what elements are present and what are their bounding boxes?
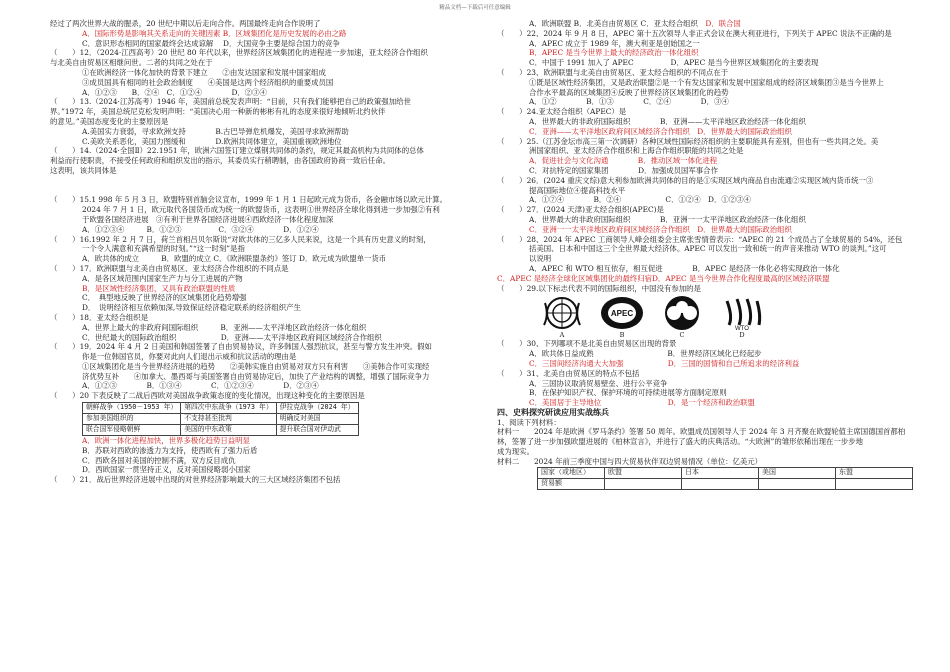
text-line: B．是区域性经济集团，又具有政治联盟的性质 [82, 283, 236, 293]
text-line: 2024 年 7 月 1 日，欧元取代各国货币成为统一的欧盟货币，这表明①世界经济全球化得到进一步加强②有利 [82, 205, 440, 215]
text-line: （ ）14.（2024·全国Ⅱ）22.1951 年，欧洲六国签订建立煤钢共同体的条约，规定其最高机构为共同体的总体 [50, 146, 424, 156]
text-line: ①区域集团化是当今世界经济进展的趋势 ②美韩实施自由贸易对双方只有利害 ③美韩合作可实现经 [82, 361, 430, 371]
text-line: （ ）29.以下标志代表不同的国际组织，中国没有参加的是 [497, 283, 701, 293]
text-line: C．三国间经济沟通大大加强 D．三国的国情和自己所追求的经济利益 [529, 358, 800, 368]
apec-logo [597, 295, 647, 339]
text-line: C．对抗特定的国家集团 D．加强成员国军事合作 [529, 165, 718, 175]
text-line: （ ）13.（2024·江苏高考）1946 年，美国前总统发表声明：“目前，只有我们能够把自己的政策强加给世 [50, 97, 411, 107]
text-line: （ ）12．（2024·江西高考）20 世纪 80 年代以来，世界经济区域集团化的进程进一步加速，亚太经济合作组织 [50, 48, 428, 58]
text-line: C．美国居于主导地位 D．是一个经济和政治联盟 [529, 398, 755, 408]
text-line: A．国际形势是影响其关系走向的关键因素 B．区域集团化是历史发展的必由之路 [82, 28, 347, 38]
text-line: C．APEC 是经济全球化区域集团化的最终归宿D．APEC 是当今世界合作化程度最高的区域经济联盟 [497, 273, 830, 283]
text-line: ①既是区域性经济集团，又是政治联盟②是一个有发达国家和发展中国家组成的经济区域集团③是当今世界上 [529, 77, 884, 87]
table-cell: 美国的中东政策 [181, 425, 276, 436]
text-line: A．三国协议取消贸易壁垒、进行公平竞争 [529, 378, 668, 388]
text-line: （ ）17．欧洲联盟与北美自由贸易区、亚太经济合作组织的不同点是 [50, 263, 289, 273]
text-line: D． 说明经济相互依赖加深,导致保证经济稳定联系的经济组织产生 [82, 303, 301, 313]
text-line: （ ）18．亚太经合组织是 [50, 312, 149, 322]
text-line: （ ）15.1 998 年 5 月 3 日，欧盟特别首脑会议宣布，1999 年 1 月 1 日起欧元成为货币，各金融市场以欧元计算。 [50, 195, 448, 205]
text-line: 材料一 2024 年是欧洲《罗马条约》签署 50 周年。欧盟成员国领导人于 2024 年 3 月齐聚在欧盟轮值主席国德国首都柏 [497, 427, 906, 437]
table-cell: 参加美国组织的 [83, 414, 181, 425]
logo-caption: C [679, 330, 685, 339]
text-line: 成为现实。 [497, 447, 534, 457]
text-line: 济优势互补 ④加拿大、墨西哥与美国签署自由贸易协定后，加快了产业结构的调整，增强了国际竞争力 [82, 371, 430, 381]
text-line: 经过了两次世界大战的腥杀，20 世纪中期以后走向合作。两国最终走向合作说明了 [50, 19, 321, 28]
left-column [50, 19, 470, 485]
text-line [50, 186, 470, 196]
text-line: 合作水平最高的区域集团④反映了世界经济区域集团化的趋势 [529, 87, 729, 97]
table-cell: 联合国军侵略朝鲜 [83, 425, 181, 436]
text-line: 这表明，该共同体是 [50, 165, 117, 175]
text-line: 你是一位韩国官员，你要对此向人们退出示威和抗议活动的理由是 [82, 352, 297, 362]
text-line: A.美国实力衰弱，寻求欧洲支持 B.古巴导弹危机爆发，美国寻求欧洲帮助 [82, 126, 349, 136]
right-column [497, 19, 915, 490]
table-cell: 贸易额 [538, 478, 605, 489]
table-cell: 明确反对美国 [276, 414, 358, 425]
text-line: 以说明 [529, 254, 552, 264]
text-line: 与北美自由贸易区相继问世。二者的共同之处在于 [50, 58, 213, 68]
text-line: A．①⑦④ B．②④ C．①②④ D．①②③④ [529, 195, 751, 205]
text-line: 材料二 2024 年前三季度中国与四大贸易伙伴双边贸易情况（单位：亿美元） [497, 456, 763, 466]
text-line: （ ）23、欧洲联盟与北美自由贸易区、亚太经合组织的不同点在于 [497, 67, 729, 77]
text-line: （ ）24.亚太经合组织（APEC）是 [497, 107, 627, 117]
logo-caption: A [559, 330, 565, 339]
text-line: 的意见。”美国态度变化的主要原因是 [50, 116, 169, 126]
text-line: A．①②③④ B．①②③ C．③②④ D．①②④ [82, 224, 319, 234]
table-cell [836, 478, 913, 489]
table-row [83, 414, 359, 425]
table-cell: 朝鲜战争（1950－1953 年） [83, 403, 181, 414]
text-line: （ ）28、2024 年 APEC 工商领导人峰会组委会主席张雪情曾表示：“APEC 的 21 个成员占了全球贸易的 54%，还包 [497, 234, 903, 244]
text-line: B．APEC 是当今世界上最大的经济政治一体化组织 [529, 48, 699, 58]
svg-text:WTO: WTO [735, 326, 749, 332]
text-line: （ ）25.（江苏金坛市高三第一次调研）各种区域性国际经济组织的主要职能具有差别，但也有一些共同之处。美 [497, 136, 879, 146]
text-line: （ ）30、下列哪项不是北美自由贸易区出现的背景 [497, 339, 677, 349]
text-line: （ ）16.1992 年 2 月 7 日，荷兰首相吕贝尔斯说“对欧共体的三亿多人民来说，这是一个具有历史意义的时刻， [50, 234, 431, 244]
text-line: A．世界最大的非政府国际组织 B．亚洲一一太平洋地区政治经济一体化组织 [529, 214, 806, 224]
text-line: 洲国家组织、亚太经济合作组织和上海合作组织职能的共同之处是 [529, 146, 744, 156]
text-line: C．世纪最大的国际政治组织 D．亚洲——太平洋地区政府间区域经济合作组织 [82, 332, 382, 342]
text-line: A．欧洲联盟 B．北美自由贸易区 C．亚太经合组织 D．联合国 [529, 19, 741, 28]
text-line: ③成员国具有相同的社会政治制度 ④美国是这两个经济组织的重要成员国 [82, 77, 334, 87]
text-line: A．世界上最大的非政府间国际组织 B．亚洲——太平洋地区政治经济一体化组织 [82, 322, 367, 332]
text-line: A．世界最大的非政府国际组织 B．亚洲——太平洋地区政治经济一体化组织 [529, 116, 806, 126]
text-line: C．亚洲——太平洋地区政府间区域经济合作组织 D．世界最大的国际政治组织 [529, 126, 792, 136]
text-line: A．APEC 和 WTO 相互依存，相互促进 B．APEC 是经济一体化必将实现政治一体化 [529, 263, 840, 273]
option-line: （ ）21．战后世界经济进展中出现的对世界经济影响最大的三大区域经济集团不包括 [50, 475, 341, 485]
table-row [83, 425, 359, 436]
text-line: A．①②③ B．②④ C．①②④ D．②③④ [82, 87, 267, 97]
text-line: A．促进社会与文化沟通 B．推动区域一体化进程 [529, 156, 718, 166]
text-line: A．是各区域范围内国家生产力与分工进展的产物 [82, 273, 243, 283]
text-line: 括美国、日本和中国这三个全世界最大经济体。APEC 可以发出一致和统一的声音来推动 WTO 的谈判。”这可 [529, 244, 887, 254]
svg-text:APEC: APEC [610, 309, 634, 319]
text-line: ①在欧洲经济一体化加快的背景下建立 ②由发达国家和发展中国家组成 [82, 67, 326, 77]
text-line: C．中国于 1991 加入了 APEC D．APEC 是当今世界区域集团化的主要表现 [529, 58, 819, 68]
table-cell: 伊拉克战争（2024 年） [276, 403, 358, 414]
text-line [50, 176, 470, 186]
table-cell: 提升联合国对伊动武 [276, 425, 358, 436]
table-cell: 日本 [682, 467, 759, 478]
table-cell: 第四次中东战争（1973 年） [181, 403, 276, 414]
text-line: （ ）31、北美自由贸易区的特点不包括 [497, 368, 640, 378]
option-line: D．西欧国家一贯坚持正义，反对美国侵略弱小国家 [82, 465, 251, 475]
text-line: A．APEC 成立于 1989 年，澳大利亚是创始国之一 [529, 38, 700, 48]
text-line: C．意识形态相同的国家最终会达成谅解 D．大国竞争主要是综合国力的竞争 [82, 38, 340, 48]
text-line: 于欧盟各国经济进展 ③有利于世界各国经济进展④西欧经济一体化程度加深 [82, 214, 334, 224]
table-cell: 不支持甚至批判 [181, 414, 276, 425]
page-header: 精品文档—下载后可任意编辑 [439, 5, 511, 11]
text-line: （ ）19．2024 年 4 月 2 日美国和韩国签署了自由贸易协议，许多韩国人强烈抗议，甚至与警方发生冲突。假如 [50, 342, 432, 352]
text-line: C．亚洲一一太平洋地区政府间区域经济合作组织 D．世界最大的国际政治组织 [529, 224, 792, 234]
logo-row [497, 293, 915, 339]
table-row [83, 403, 359, 414]
table-row [538, 478, 913, 489]
united-nations-logo [537, 295, 587, 339]
olympic-logo [657, 295, 707, 339]
text-line: （ ）20 下表反映了二战后西欧对美国战争政策态度的变化情况，出现这种变化的主要原因是 [50, 391, 365, 401]
text-line: A．欧共体的成立 B．欧盟的成立 C．《欧洲联盟条约》签订 D．欧元成为欧盟单一货币 [82, 254, 387, 264]
trade-table [537, 467, 913, 490]
text-line: 林，签署了进一步加强欧盟进展的《柏林宣言》，并进行了盛大的庆典活动。“大欧洲”的雏形依稀出现在一步步地 [497, 437, 864, 447]
logo-caption: D [739, 330, 745, 339]
text-line: C． 典型地反映了世界经济的区域集团化趋势增强 [82, 293, 247, 303]
text-line: （ ）22、2024 年 9 月 8 日，APEC 第十五次领导人非正式会议在澳大利亚进行，下列关于 APEC 说法不正确的是 [497, 28, 892, 38]
text-line: A．①② B．①③ C．②④ D．③④ [529, 97, 729, 107]
text-line: （ ）27．(2024 天津)亚太经合组织(APEC)是 [497, 205, 664, 215]
option-line: B．苏联对西欧的渗透力为支持，使西欧有了强力后盾 [82, 445, 258, 455]
table-cell: 东盟 [836, 467, 913, 478]
option-line: A．欧洲一体化进程加快，世界多极化趋势日益明显 [82, 436, 250, 446]
option-line: C．西欧各国对美国的控制不满，双方反目成仇 [82, 455, 236, 465]
text-line: （ ）26．(2024 重庆文综)意大利参加欧洲共同体的目的是①实现区域内商品自由流通②实现区域内货币统一③ [497, 175, 874, 185]
wto-logo [717, 295, 767, 339]
text-line: 四、史料探究研读应用实战练兵 [497, 407, 609, 417]
table-cell [759, 478, 836, 489]
text-line: 界。”1972 年，美国总统尼克松发明声明：“美国决心用一种新的彬彬有礼的态度来很好地倾听北约伙伴 [50, 107, 386, 117]
table-row [538, 467, 913, 478]
text-line: 提高国际地位④提高科技水平 [529, 185, 626, 195]
table-cell: 欧盟 [605, 467, 682, 478]
text-line: 1、阅读下列材料： [497, 417, 561, 427]
table-cell: 美国 [759, 467, 836, 478]
text-line: B．在保护知识产权、保护环境的可持续进展等方面制定原则 [529, 388, 727, 398]
text-line: A．欧共体日益成熟 B．世界经济区域化已经起步 [529, 349, 762, 359]
text-line: A．①②③ B．①③④ C．①②③④ D．②③④ [82, 381, 319, 391]
text-line: 利益而行使职责，不接受任何政府和组织发出的指示，其委员实行稍聘制，由各国政府协商一致后任命。 [50, 156, 390, 166]
text-line: C.美欧关系恶化，美国力图缓和 D.欧洲共同体建立，美国重视欧洲地位 [82, 136, 342, 146]
table-cell [605, 478, 682, 489]
text-line: 一个令人满意和充满希望的时刻。”“这一时刻”是指 [82, 244, 245, 254]
logo-caption: B [619, 330, 625, 339]
table-cell [682, 478, 759, 489]
attitude-table [82, 402, 359, 436]
table-cell: 国家（或地区） [538, 467, 605, 478]
